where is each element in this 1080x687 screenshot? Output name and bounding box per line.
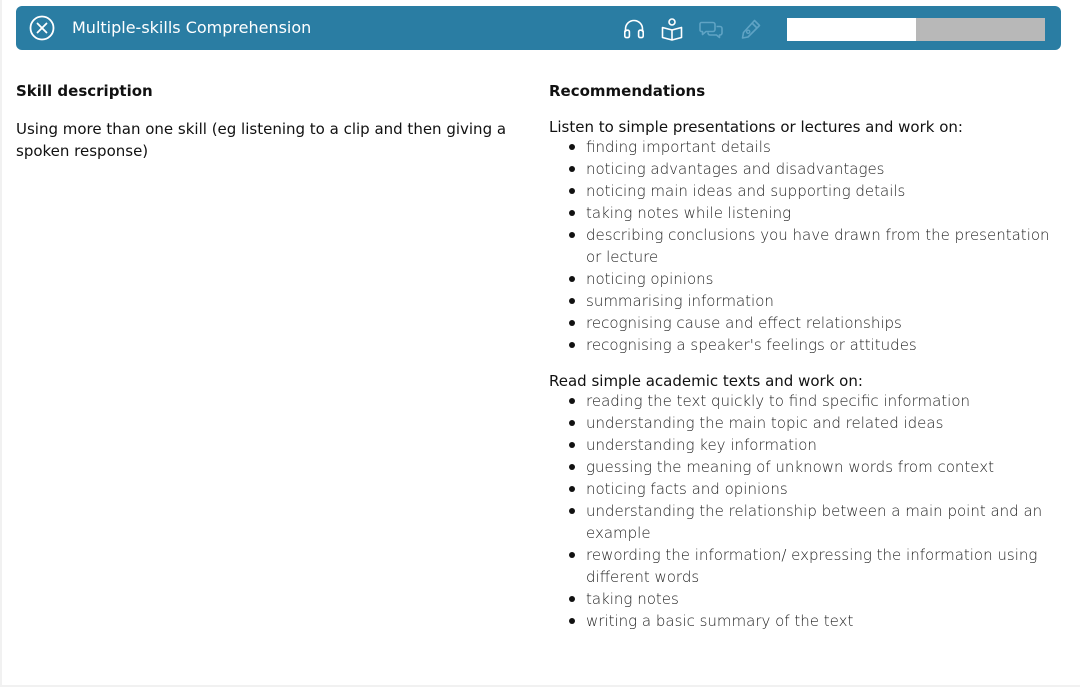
reading-icon[interactable] (660, 17, 684, 41)
list-item: taking notes (586, 588, 1059, 610)
list-item: taking notes while listening (586, 202, 1059, 224)
recommendation-list (549, 390, 1059, 632)
list-item: guessing the meaning of unknown words from context (586, 456, 1059, 478)
writing-icon[interactable] (739, 17, 763, 41)
progress-bar (787, 18, 1045, 41)
recommendation-group-title: Read simple academic texts and work on: (549, 372, 863, 390)
close-circle-icon[interactable] (29, 15, 55, 41)
speaking-icon[interactable] (699, 17, 723, 41)
progress-bar-fill (787, 18, 916, 41)
skill-description-column (16, 80, 526, 162)
list-item: understanding the main topic and related ideas (586, 412, 1059, 434)
list-item: summarising information (586, 290, 1059, 312)
list-item: describing conclusions you have drawn from the presentation or lecture (586, 224, 1059, 268)
list-item: reading the text quickly to find specific information (586, 390, 1059, 412)
recommendation-list (549, 136, 1059, 356)
list-item: recognising a speaker's feelings or attitudes (586, 334, 1059, 356)
list-item: understanding key information (586, 434, 1059, 456)
headphones-icon[interactable] (622, 17, 646, 41)
list-item: recognising cause and effect relationships (586, 312, 1059, 334)
recommendation-group-reading (549, 372, 1059, 632)
list-item: noticing main ideas and supporting details (586, 180, 1059, 202)
list-item: noticing opinions (586, 268, 1059, 290)
list-item: finding important details (586, 136, 1059, 158)
list-item: noticing advantages and disadvantages (586, 158, 1059, 180)
skill-description-heading: Skill description (16, 82, 153, 100)
recommendation-group-title: Listen to simple presentations or lectures and work on: (549, 118, 963, 136)
list-item: rewording the information/ expressing the information using different words (586, 544, 1059, 588)
page-title: Multiple-skills Comprehension (72, 18, 312, 37)
header-bar (16, 6, 1061, 50)
recommendations-heading: Recommendations (549, 82, 706, 100)
skill-description-text: Using more than one skill (eg listening to a clip and then giving a spoken response) (16, 120, 507, 160)
list-item: understanding the relationship between a main point and an example (586, 500, 1059, 544)
list-item: noticing facts and opinions (586, 478, 1059, 500)
recommendation-group-listening (549, 118, 1059, 356)
group-spacer (549, 356, 1059, 372)
recommendations-column (549, 80, 1059, 632)
list-item: writing a basic summary of the text (586, 610, 1059, 632)
